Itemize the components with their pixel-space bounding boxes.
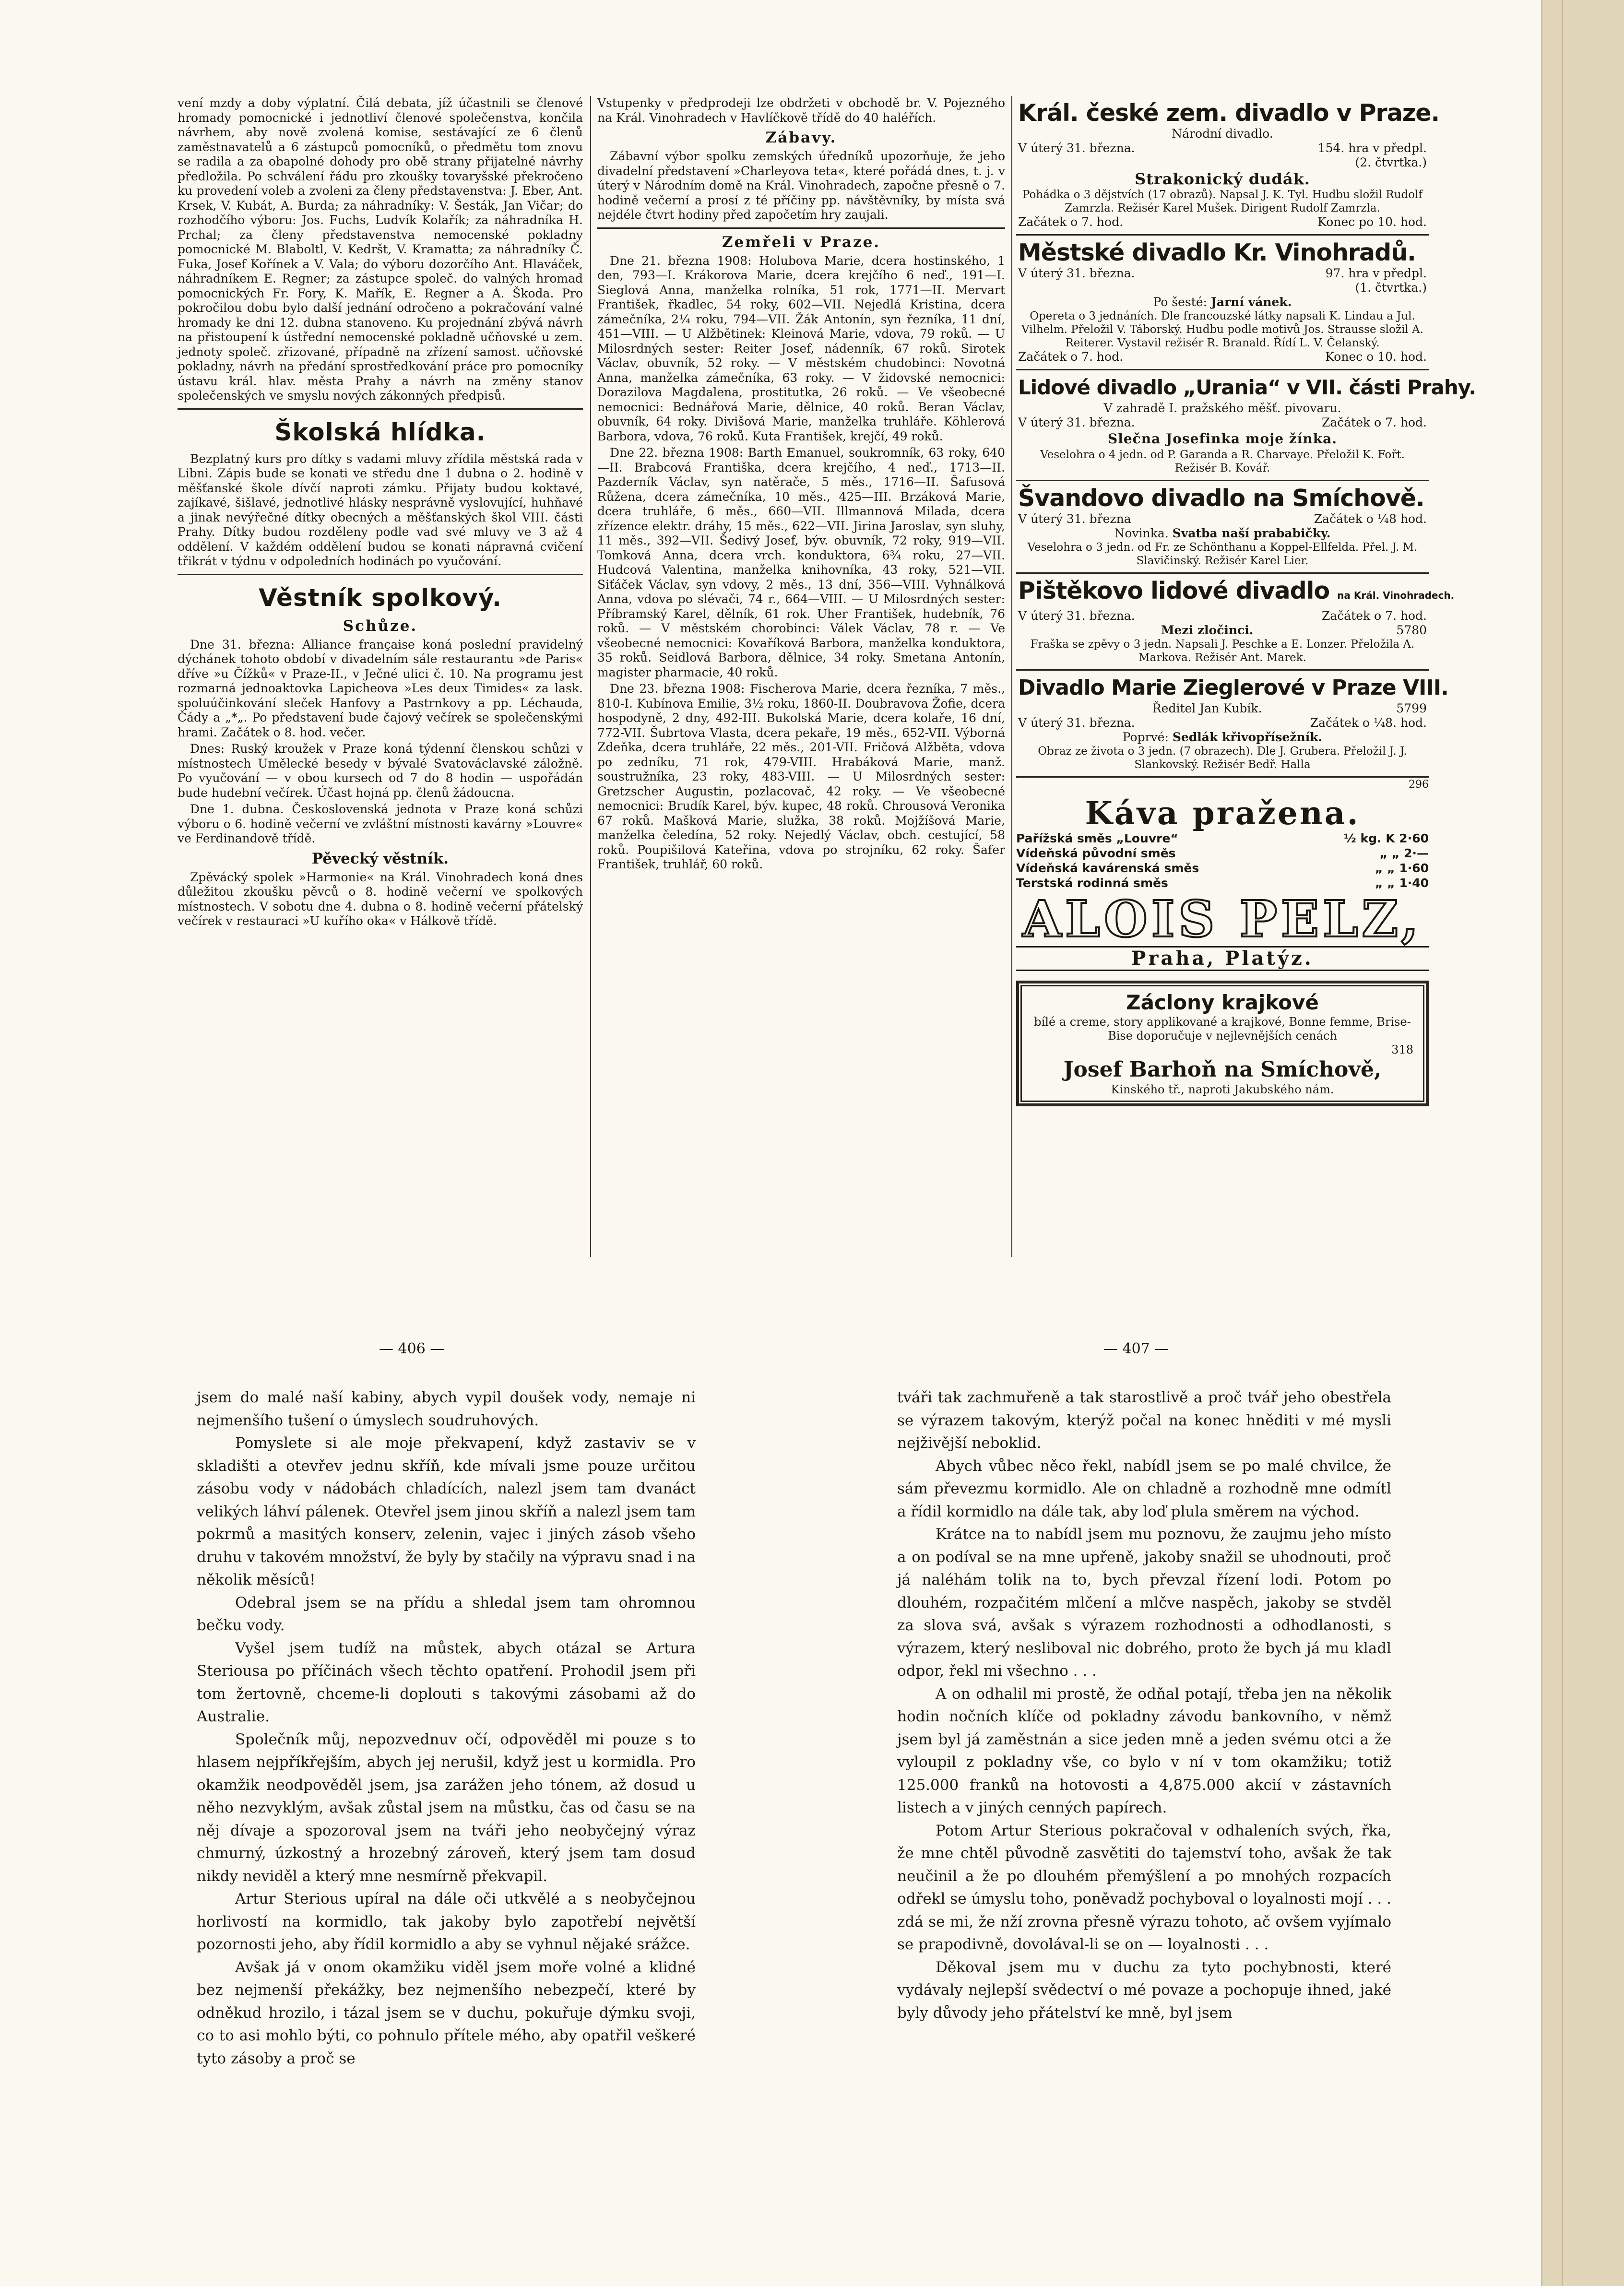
show-title: Svatba naší prababičky. bbox=[1172, 526, 1331, 540]
show-description: Veselohra o 4 jedn. od P. Garanda a R. Charvaye. Přeložil K. Fořt. Režisér B. Kovář. bbox=[1040, 449, 1405, 474]
book-paragraph: Pomyslete si ale moje překvapení, když zastaviv se v skladišti a otevřev jednu skříň, kde mívali jsme pouze určitou zásobu vody v nádobách chladících, nalezl jsem tam dvanáct velikých láhví pálenek. Otevřel jsem jinou skříň a nalezl jsem tam pokrmů a masitých konserv, zelenin, vajec i jiných zásob všeho druhu v takovém množství, že byly by stačily na výpravu snad i na několik měsíců! bbox=[197, 1434, 696, 1588]
show-series: (1. čtvrtka.) bbox=[1355, 281, 1427, 295]
merchant-address: Praha, Platýz. bbox=[1016, 946, 1429, 971]
book-paragraph: Děkoval jsem mu v duchu za tyto pochybnosti, které vydávaly nejlepší svědectví o mé povaze a pochopuje ihned, jaké byly důvody jeho přátelství ke mně, byl jsem bbox=[897, 1958, 1391, 2022]
price-row: Pařížská směs „Louvre“ ½ kg. K 2·60 bbox=[1016, 831, 1429, 845]
show-description: Opereta o 3 jednáních. Dle francouzské látky napsali K. Lindau a Jul. Vilhelm. Přeložil V. Táborský. Hudbu podle motivů Jos. Strausse složil A. Reiterer. Vystavil režisér R. Branald. Řídí L. V. Čelanský. bbox=[1021, 310, 1423, 349]
page-number-right: — 407 — bbox=[1103, 1340, 1169, 1357]
show-date: V úterý 31. března bbox=[1018, 512, 1131, 526]
subsection-heading: Pěvecký věstník. bbox=[311, 850, 449, 867]
book-paragraph: tváři tak zachmuřeně a tak starostlivě a proč tvář jeho obestřela se výrazem takovým, kterýž počal na konec hněditi v mé mysli nejživější neboklid. bbox=[897, 1389, 1391, 1452]
show-end: Konec o 10. hod. bbox=[1325, 350, 1427, 364]
show-description: Veselohra o 3 jedn. od Fr. ze Schönthanu a Koppel-Ellfelda. Přel. J. M. Slavičinský. Režisér Karel Lier. bbox=[1027, 541, 1418, 567]
book-paragraph: Potom Artur Sterious pokračoval v odhaleních svých, řka, že mne chtěl původně zasvětiti do tajemství toho, avšak že tak neučinil a že po dlouhém přemýšlení a po mnohých rozpacích odřekl se úmyslu toho, poněvadž pochyboval o loyalnosti mojí . . . zdá se mi, že nží zrovna přesně výrazu tohoto, ač ovšem vyjímalo se prapodivně, dovolával-li se on — loyalnosti . . . bbox=[897, 1822, 1391, 1953]
show-description: Pohádka o 3 dějstvích (17 obrazů). Napsal J. K. Tyl. Hudbu složil Rudolf Zamrzla. Režisér Karel Mušek. Dirigent Rudolf Zamrzla. bbox=[1022, 189, 1422, 214]
book-paragraph: jsem do malé naší kabiny, abych vypil doušek vody, nemaje ni nejmenšího tušení o úmyslech soudruhových. bbox=[197, 1389, 696, 1429]
divider bbox=[597, 227, 1005, 229]
theatre-ad-urania bbox=[1016, 370, 1476, 481]
theatre-ad-pistekovo bbox=[1016, 574, 1455, 671]
theatre-note: V zahradě I. pražského měšť. pivovaru. bbox=[1103, 401, 1341, 415]
show-title: Sedlák křivopřísežník. bbox=[1172, 730, 1323, 744]
price-row: Terstská rodinná směs „ „ 1·40 bbox=[1016, 876, 1429, 890]
show-description: Fraška se zpěvy o 3 jedn. Napsali J. Peschke a E. Lonzer. Přeložila A. Markova. Režisér Ant. Marek. bbox=[1030, 638, 1415, 664]
show-date: V úterý 31. března. bbox=[1018, 415, 1135, 429]
theatre-location: na Král. Vinohradech. bbox=[1337, 590, 1455, 601]
ad-number: 296 bbox=[1409, 779, 1429, 791]
book-paragraph: Společník můj, nepozvednuv očí, odpověděl mi pouze s to hlasem nejpříkřejším, abych jej nerušil, když jest u kormidla. Pro okamžik neodpověděl jsem, jsa zarážen jeho tónem, až dosud u něho nezvyklým, avšak zůstal jsem na můstku, čas od času se na něj dívaje a spozoroval jsem na tváři jeho neobyčejný výraz chmurný, úzkostný a hrozebný zároveň, který jsem tam dosud nikdy neviděl a který mne nesmírně překvapil. bbox=[197, 1730, 696, 1885]
article-text: Bezplatný kurs pro dítky s vadami mluvy zřídila městská rada v Libni. Zápis bude se konati ve středu dne 1 dubna o 2. hodině v měšťanské škole dívčí naproti zámku. Přijaty budou koktavé, zajíkavé, šišlavé, jednotlivé hlásky nesprávně vyslovující, huhňavé a jinak nevýřečné dítky obecných a měšťanských škol VIII. části Prahy. Dítky budou rozděleny podle vad své mluvy ve 3 až 4 oddělení. V každém oddělení budou se konati nápravná cvičení třikrát v týdnu v odpoledních hodinách po vyučování. bbox=[178, 451, 583, 568]
curtain-ad-title: Záclony krajkové bbox=[1126, 990, 1319, 1014]
curtain-ad-text: bílé a creme, story applikované a krajkové, Bonne femme, Brise-Bise doporučuje v nejlevnějších cenách bbox=[1034, 1015, 1411, 1042]
column-divider bbox=[590, 96, 591, 1257]
page-number-left: — 406 — bbox=[379, 1340, 445, 1357]
theatre-director: Ředitel Jan Kubík. bbox=[1152, 701, 1262, 715]
subsection-heading: Zemřeli v Praze. bbox=[722, 233, 881, 251]
theatre-name: Švandovo divadlo na Smíchově. bbox=[1018, 485, 1424, 512]
column-divider bbox=[1011, 96, 1012, 1257]
theatre-ad-zieglerove bbox=[1016, 671, 1448, 778]
show-date: V úterý 31. března. bbox=[1018, 266, 1135, 280]
price-row: Vídeňská kavárenská směs „ „ 1·60 bbox=[1016, 861, 1429, 875]
book-paragraph: Odebral jsem se na přídu a shledal jsem tam ohromnou bečku vody. bbox=[197, 1594, 696, 1634]
book-page-left bbox=[197, 1386, 696, 2236]
show-title: Jarní vánek. bbox=[1211, 295, 1292, 309]
show-title: Mezi zločinci. bbox=[1161, 623, 1254, 637]
ads-column bbox=[1016, 96, 1476, 1276]
merchant-name: ALOIS PELZ, bbox=[1022, 889, 1422, 948]
news-column-1 bbox=[178, 96, 583, 1214]
book-paragraph: Vyšel jsem tudíž na můstek, abych otázal se Artura Steriousa po příčinách všech těchto opatření. Prohodil jsem při tom žertovně, chceme-li doplouti s takovými zásobami až do Australie. bbox=[197, 1639, 696, 1725]
show-start: Začátek o 7. hod. bbox=[1018, 350, 1124, 364]
article-text: Dne 31. března: Alliance française koná poslední pravidelný dýchánek tohoto období v divadelním sále restaurantu »de Paris« dříve »u Čížků« v Praze-II., v Ječné ulici č. 10. Na programu jest rozmarná jednoaktovka Lapicheova »Les deux Timides« za lask. spoluúčinkování sleček Hanfovy a Pastrnkovy a pp. Léchauda, Čády a „*„. Po představení bude čajový večírek se společenskými hrami. Začátek o 8. hod. večer. bbox=[178, 637, 583, 739]
coffee-ad-title: Káva pražena. bbox=[1085, 794, 1360, 832]
theatre-name: Městské divadlo Kr. Vinohradů. bbox=[1018, 239, 1416, 266]
book-paragraph: Artur Sterious upíral na dále oči utkvělé a s neobyčejnou horlivostí na kormidlo, tak jakoby bylo zapotřebí největší pozornosti jeho, aby řídil kormidlo a aby se vyhnul nějaké srážce. bbox=[197, 1890, 696, 1953]
show-number: 97. hra v předpl. bbox=[1325, 266, 1427, 280]
show-prefix: Novinka. bbox=[1114, 526, 1169, 540]
article-text: Zpěvácký spolek »Harmonie« na Král. Vinohradech koná dnes důležitou zkoušku pěvců o 8. hodině večerní ve spolkových místnostech. V sobotu dne 4. dubna o 8. hodině večerní přátelský večírek v restauraci »U kuřího oka« v Hálkově třídě. bbox=[178, 870, 583, 928]
obituary-list: Dne 21. března 1908: Holubova Marie, dcera hostinského, 1 den, 793—I. Krákorova Marie, dcera krejčího 6 neď., 191—I. Sieglová Anna, manželka rolníka, 51 rok, 1771—II. Mervart František, řkadlec, 54 roky, 602—VII. Nejedlá Kristina, dcera zámečníka, 2¼ roku, 794—VII. Žák Antonín, syn řezníka, 11 dní, 451—VIII. — U Alžbětinek: Kleinová Marie, vdova, 79 roků. — U Milosrdných sester: Reiter Josef, nádenník, 67 roků. Sirotek Václav, obuvník, 52 roky. — V městském chudobinci: Novotná Anna, manželka zámečníka, 63 roky. — V židovské nemocnici: Dorazilova Magdalena, prostitutka, 26 roků. — Ve všeobecné nemocnici: Bednářová Marie, dělnice, 40 roků. Beran Václav, obuvník, 64 roky. Divišová Marie, manželka truhláře. Köhlerová Barbora, vdova, 76 roků. Kuta František, krejčí, 49 roků. bbox=[597, 253, 1005, 443]
show-start: Začátek o ¼8 hod. bbox=[1314, 512, 1427, 526]
article-text: vení mzdy a doby výplatní. Čilá debata, jíž účastnili se členové hromady pomocnické i jednotliví členové společenstva, končila návrhem, aby nově zvolená komise, sestávající ze 6 členů zaměstnavatelů a 6 zástupců pomocníků, o předmětu tom znovu se radila a za obapolné dohody pro obě strany přijatelné návrhy předložila. Po schválení řádu pro zkoušky tovaryšské překročeno ku provedení voleb a zvoleni za členy představenstva: J. Eber, Ant. Krsek, V. Kubát, A. Burda; za náhradníky: V. Šesták, Jan Vičar; do rozhodčího výboru: Jos. Fuchs, Ludvík Kolařík; za náhradníka H. Prchal; za členy představenstva nemocenské pokladny pomocnické M. Blaboltl, V. Kedršt, V. Kramatta; za náhradníky Č. Fuka, Josef Kořínek a V. Vala; do výboru dozorčího Ant. Hlaváček, náhradníkem E. Regner; za zástupce společ. do valných hromad pomocnických Fr. Fory, K. Mařík, E. Regner a A. Škoda. Pro pokročilou dobu bylo další jednání odročeno a pokračování valné hromady ke dni 12. dubna stanoveno. Ku projednání zbývá návrh na přistoupení k ústřední nemocenské pokladně učňovské u zem. jednoty společ. zřizované, případně na zřízení samost. učňovské pokladny, návrh na předání sprostředkování práce pro pomocníky ústavu král. hlav. města Prahy a návrh na změny stanov společenských ve smyslu nových zákonných předpisů. bbox=[178, 96, 583, 403]
curtain-ad-firm: Josef Barhoň na Smíchově, bbox=[1063, 1057, 1382, 1082]
subsection-heading: Zábavy. bbox=[765, 129, 837, 146]
show-end: Konec po 10. hod. bbox=[1317, 215, 1427, 229]
show-start: Začátek o ¼8. hod. bbox=[1310, 716, 1427, 730]
show-prefix: Po šesté: bbox=[1153, 295, 1208, 309]
theatre-ad-vinohrady bbox=[1016, 236, 1429, 370]
article-text: Dnes: Ruský kroužek v Praze koná týdenní členskou schůzi v místnostech Umělecké besedy v bývalé Svatováclavské záložně. Po vyučování — v obou kursech od 7 do 8 hodin — uspořádán bude hudební večírek. Účast hojná pp. členů žádoucna. bbox=[178, 742, 583, 800]
book-paragraph: A on odhalil mi prostě, že odňal potají, třeba jen na několik hodin nočních klíče od pokladny závodu bankovního, v němž jsem byl já zaměstnán a sice jeden mně a jeden svému otci a že vyloupil z pokladny vše, co bylo v ní v tom okamžiku; totiž 125.000 franků na hotovosti a 4,875.000 akcií v zástavních listech a v jiných cenných papírech. bbox=[897, 1685, 1391, 1816]
show-number: 154. hra v předpl. bbox=[1317, 141, 1427, 155]
book-paragraph: Krátce na to nabídl jsem mu poznovu, že zaujmu jeho místo a on podíval se na mne upřeně, jakoby snažil se uhodnouti, proč já naléhám tolik na to, bych převzal řízení lodi. Potom po dlouhém, rozpačitém mlčení a mlčve naspěch, jakoby se stvděl za slova svá, avšak s výrazem rozhodnosti a odhodlanosti, s výrazem, který nesliboval nic dobrého, proto že bych já mu kladl odpor, řekl mi všechno . . . bbox=[897, 1526, 1391, 1680]
show-title: Slečna Josefinka moje žínka. bbox=[1108, 431, 1337, 447]
book-page-right bbox=[897, 1386, 1391, 2236]
divider bbox=[178, 408, 583, 410]
theatre-subtitle: Národní divadlo. bbox=[1172, 127, 1273, 141]
book-binding-edge bbox=[1541, 0, 1624, 2286]
section-heading: Věstník spolkový. bbox=[259, 583, 502, 612]
theatre-ad-narodni bbox=[1016, 96, 1440, 236]
show-start: Začátek o 7. hod. bbox=[1018, 215, 1124, 229]
ad-number: 5799 bbox=[1396, 701, 1427, 715]
show-date: V úterý 31. března. bbox=[1018, 609, 1135, 623]
obituary-list: Dne 23. března 1908: Fischerova Marie, dcera řezníka, 7 měs., 810-I. Kubínova Emilie, 3½ roku, 1860-II. Doubravova Žofie, dcera hospodyně, 2 dny, 492-III. Bukolská Marie, dcera kolaře, 16 dní, 772-VII. Šubrtova Vlasta, dcera pekaře, 19 měs., 652-VII. Výborná Zdeňka, dcera truhláře, 22 měs., 201-VII. Fričová Alžběta, vdova po zedníku, 71 rok, 479-VIII. Hrabáková Marie, manž. soustružníka, 23 roky, 483-VIII. — U Milosrdných sester: Gretzscher Augustin, pozlacovač, 42 roky. — Ve všeobecné nemocnici: Brudík Karel, býv. kupec, 48 roků. Chrousová Veronika 67 roků. Mašková Marie, služka, 38 roků. Mojžíšová Marie, manželka čeledína, 52 roky. Nejedlý Václav, obch. cestující, 58 roků. Poupišilová Kateřina, vdova po strojníku, 62 roky. Šafer František, truhlář, 60 roků. bbox=[597, 682, 1005, 871]
theatre-name: Král. české zem. divadlo v Praze. bbox=[1018, 99, 1440, 127]
curtain-ad bbox=[1016, 981, 1429, 1106]
theatre-name: Lidové divadlo „Urania“ v VII. části Prahy. bbox=[1018, 376, 1476, 399]
show-date: V úterý 31. března. bbox=[1018, 141, 1135, 155]
show-title: Strakonický dudák. bbox=[1135, 170, 1310, 188]
show-date: V úterý 31. března. bbox=[1018, 716, 1135, 730]
subsection-heading: Schůze. bbox=[343, 617, 418, 635]
coffee-price-list bbox=[1016, 831, 1429, 890]
obituary-list: Dne 22. března 1908: Barth Emanuel, soukromník, 63 roky, 640—II. Brabcová Františka, dcera krejčího, 4 neď., 1713—II. Pazderník Václav, syn natěrače, 5 měs., 1716—II. Šafusová Růžena, dcera zámečníka, 10 měs., 425—III. Brzáková Marie, dcera truhláře, 6 měs., 660—VII. Illmannová Milada, dcera zřízence elektr. dráhy, 15 měs., 622—VII. Jirina Jaroslav, syn sluhy, 11 měs., 392—VII. Šedivý Josef, býv. obuvník, 72 roky, 919—VII. Tomková Anna, dcera vrch. konduktora, 6¾ roku, 27—VII. Hudcová Valentina, manželka knihovníka, 43 roky, 521—VII. Siťáček Václav, syn vdovy, 2 měs., 13 dní, 356—VIII. Vyhnálková Anna, vdova po slévači, 74 r., 664—VIII. — U Milosrdných sester: Příbramský Karel, dělník, 61 rok. Uher František, hudebník, 76 roků. — V městském chorobinci: Válek Václav, 78 r. — Ve všeobecné nemocnici: Kovaříková Barbora, manželka konduktora, 35 roků. Seidlová Barbora, dělnice, 34 roky. Smetana Antonín, magister pharmacie, 40 roků. bbox=[597, 446, 1005, 679]
news-column-2 bbox=[597, 96, 1005, 1267]
show-series: (2. čtvrtka.) bbox=[1355, 155, 1427, 169]
article-text: Vstupenky v předprodeji lze obdržeti v obchodě br. V. Pojezného na Král. Vinohradech v Havlíčkově třídě do 40 haléřích. bbox=[597, 96, 1005, 125]
theatre-name: Divadlo Marie Zieglerové v Praze VIII. bbox=[1018, 675, 1448, 700]
theatre-name: Pištěkovo lidové divadlo bbox=[1018, 577, 1330, 604]
section-heading: Školská hlídka. bbox=[274, 418, 486, 446]
theatre-ad-svandovo bbox=[1016, 481, 1429, 574]
show-start: Začátek o 7. hod. bbox=[1321, 609, 1427, 623]
show-description: Obraz ze života o 3 jedn. (7 obrazech). Dle J. Gruberа. Přeložil J. J. Slankovský. Režisér Bedř. Halla bbox=[1038, 745, 1407, 771]
book-paragraph: Avšak já v onom okamžiku viděl jsem moře volné a klidné bez nejmenší překážky, bez nejmenšího nebezpečí, které by odněkud hrozilo, i tázal jsem se v duchu, pokuřuje dýmku svoji, co to asi mohlo býti, co pohnulo přítele mého, aby opatřil veškeré tyto zásoby a proč se bbox=[197, 1958, 696, 2067]
article-text: Zábavní výbor spolku zemských úředníků upozorňuje, že jeho divadelní představení »Charleyova teta«, které pořádá dnes, t. j. v úterý v Národním domě na Král. Vinohradech, započne přesně o 7. hodině večerní a prosí z té příčiny pp. návštěvníky, by místa svá nejdéle čtvrt hodiny před započetím hry zaujali. bbox=[597, 149, 1005, 222]
divider bbox=[178, 574, 583, 575]
price-row: Vídeňská původní směs „ „ 2·— bbox=[1016, 846, 1429, 860]
ad-number: 318 bbox=[1391, 1042, 1413, 1056]
article-text: Dne 1. dubna. Československá jednota v Praze koná schůzi výboru o 6. hodině večerní ve zvláštní místnosti kavárny »Louvre« ve Ferdinandově třídě. bbox=[178, 802, 583, 845]
ad-number: 5780 bbox=[1396, 623, 1427, 637]
show-prefix: Poprvé: bbox=[1122, 730, 1169, 744]
show-start: Začátek o 7. hod. bbox=[1321, 415, 1427, 429]
book-paragraph: Abych vůbec něco řekl, nabídl jsem se po malé chvilce, že sám převezmu kormidlo. Ale on chladně a rozhodně mne odmítl a řídil kormidlo na dále tak, aby loď plula směrem na východ. bbox=[897, 1457, 1391, 1520]
curtain-ad-address: Kinského tř., naproti Jakubského nám. bbox=[1111, 1082, 1334, 1096]
